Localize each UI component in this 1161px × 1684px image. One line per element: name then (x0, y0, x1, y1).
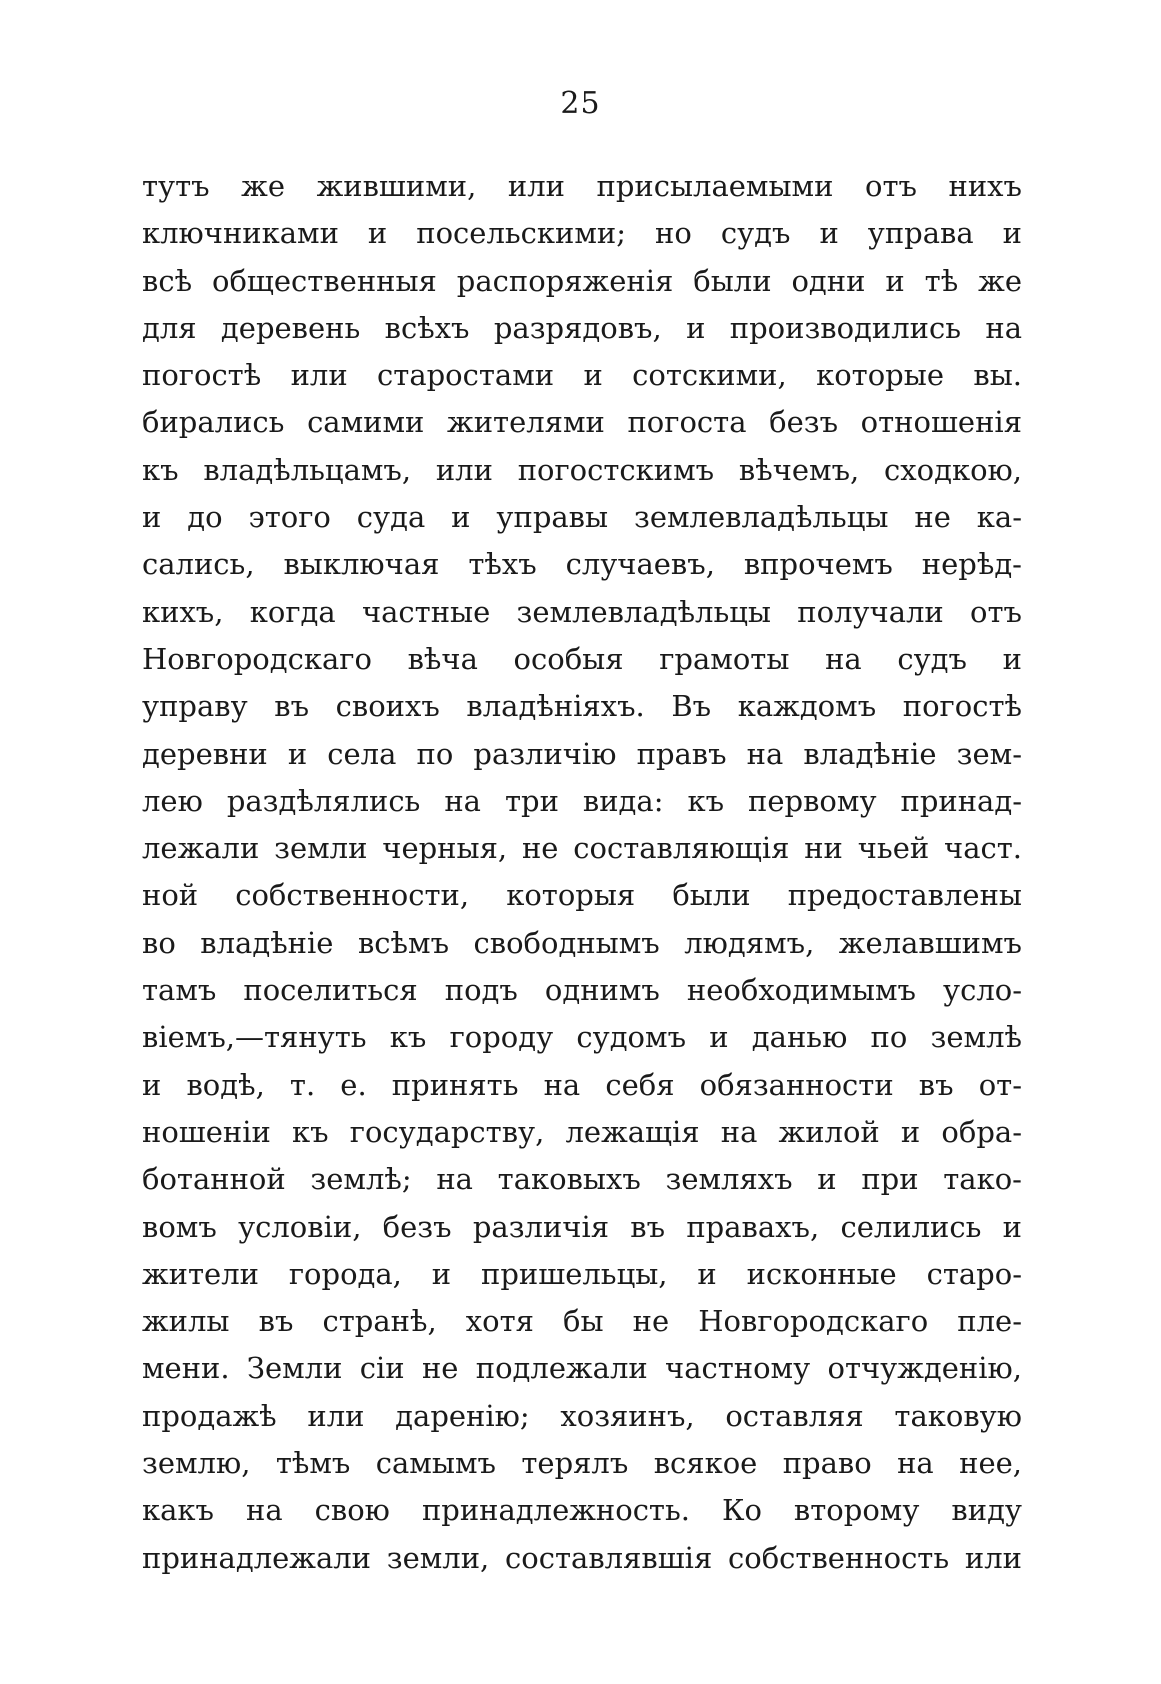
text-line: ботанной землѣ; на таковыхъ земляхъ и при тако- (142, 1162, 1022, 1197)
text-line: къ владѣльцамъ, или погостскимъ вѣчемъ, сходкою, (142, 452, 1022, 487)
text-line: погостѣ или старостами и сотскими, которые вы. (142, 358, 1022, 393)
text-line: какъ на свою принадлежность. Ко второму виду (142, 1493, 1022, 1528)
text-line: и водѣ, т. е. принять на себя обязанности въ от- (142, 1067, 1022, 1102)
text-line: землю, тѣмъ самымъ терялъ всякое право на нее, (142, 1446, 1022, 1481)
text-line: лею раздѣлялись на три вида: къ первому принад- (142, 783, 1022, 818)
text-line: всѣ общественныя распоряженія были одни и тѣ же (142, 263, 1022, 298)
text-line: продажѣ или даренію; хозяинъ, оставляя таковую (142, 1398, 1022, 1433)
text-line: деревни и села по различію правъ на владѣніе зем- (142, 736, 1022, 771)
text-line: тамъ поселиться подъ однимъ необходимымъ усло- (142, 973, 1022, 1008)
text-line: віемъ,—тянуть къ городу судомъ и данью по землѣ (142, 1020, 1022, 1055)
text-line: ношеніи къ государству, лежащія на жилой и обра- (142, 1114, 1022, 1149)
text-line: вомъ условіи, безъ различія въ правахъ, селились и (142, 1209, 1022, 1244)
text-line: ключниками и посельскими; но судъ и управа и (142, 216, 1022, 251)
text-line: ной собственности, которыя были предоставлены (142, 878, 1022, 913)
page-number: 25 (560, 86, 601, 121)
body-text (142, 163, 1022, 1582)
text-line: во владѣніе всѣмъ свободнымъ людямъ, желавшимъ (142, 925, 1022, 960)
text-line: управу въ своихъ владѣніяхъ. Въ каждомъ погостѣ (142, 689, 1022, 724)
text-line: сались, выключая тѣхъ случаевъ, впрочемъ нерѣд- (142, 547, 1022, 582)
text-line: кихъ, когда частные землевладѣльцы получали отъ (142, 594, 1022, 629)
text-line: лежали земли черныя, не составляющія ни чьей част. (142, 831, 1022, 866)
text-line: Новгородскаго вѣча особыя грамоты на судъ и (142, 641, 1022, 676)
text-line: жители города, и пришельцы, и исконные старо- (142, 1256, 1022, 1291)
text-line: жилы въ странѣ, хотя бы не Новгородскаго пле- (142, 1304, 1022, 1339)
text-line: и до этого суда и управы землевладѣльцы не ка- (142, 500, 1022, 535)
text-line: бирались самими жителями погоста безъ отношенія (142, 405, 1022, 440)
text-line: мени. Земли сіи не подлежали частному отчужденію, (142, 1351, 1022, 1386)
text-line: принадлежали земли, составлявшія собственность или (142, 1540, 1022, 1575)
text-line: для деревень всѣхъ разрядовъ, и производились на (142, 310, 1022, 345)
text-line: тутъ же жившими, или присылаемыми отъ нихъ (142, 169, 1022, 203)
